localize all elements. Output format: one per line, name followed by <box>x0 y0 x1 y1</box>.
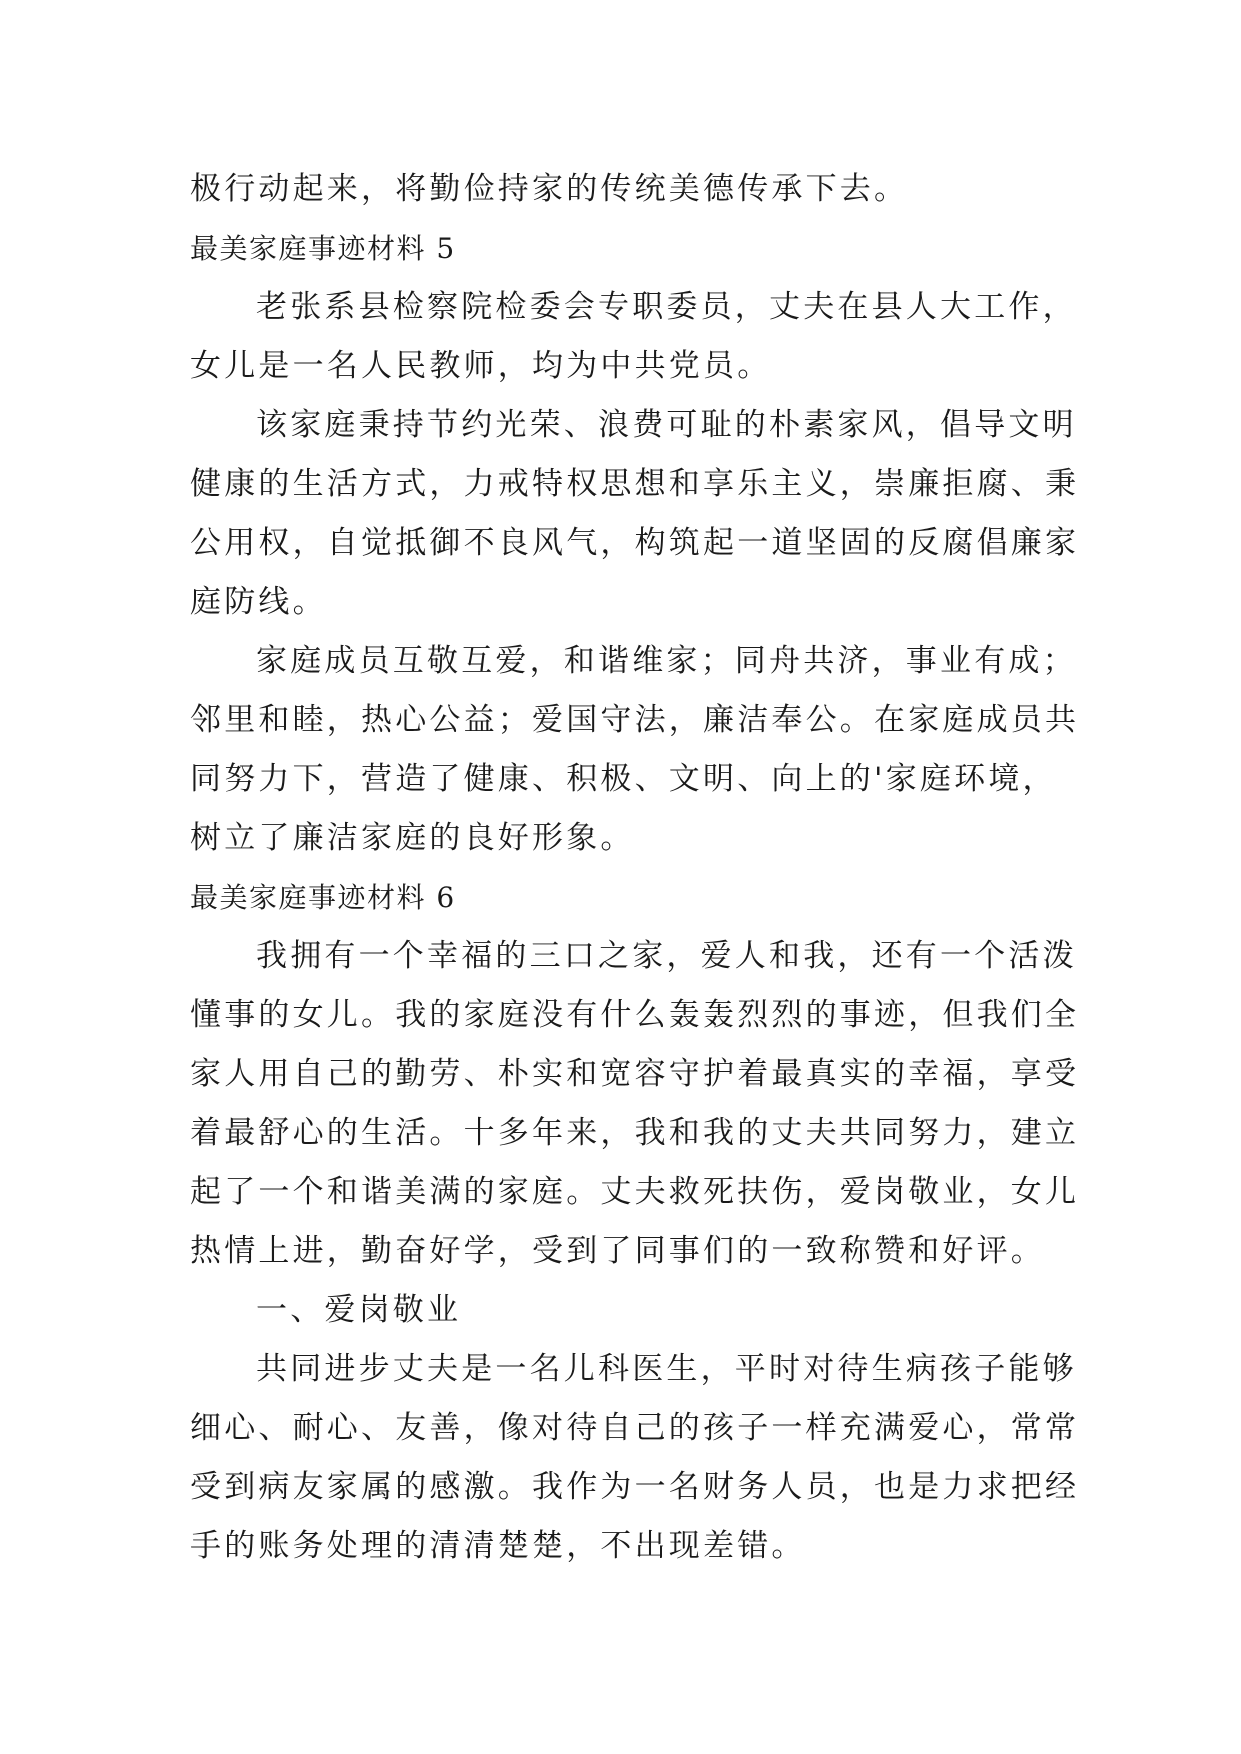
paragraph-line: 庭防线。 <box>190 584 327 620</box>
paragraph-line: 该家庭秉持节约光荣、浪费可耻的朴素家风，倡导文明 <box>256 407 1077 443</box>
section-heading: 最美家庭事迹材料 6 <box>190 881 456 914</box>
paragraph-line: 共同进步丈夫是一名儿科医生，平时对待生病孩子能够 <box>256 1351 1077 1387</box>
paragraph-line: 邻里和睦，热心公益；爱国守法，廉洁奉公。在家庭成员共 <box>190 702 1080 738</box>
section-heading: 最美家庭事迹材料 5 <box>190 232 456 265</box>
paragraph-line: 手的账务处理的清清楚楚，不出现差错。 <box>190 1528 806 1564</box>
paragraph-line: 家人用自己的勤劳、朴实和宽容守护着最真实的幸福，享受 <box>190 1056 1080 1092</box>
paragraph-line: 着最舒心的生活。十多年来，我和我的丈夫共同努力，建立 <box>190 1115 1080 1151</box>
paragraph-line: 老张系县检察院检委会专职委员，丈夫在县人大工作， <box>256 289 1077 325</box>
document-page <box>190 160 1080 1576</box>
paragraph-line: 女儿是一名人民教师，均为中共党员。 <box>190 348 772 384</box>
paragraph-line: 起了一个和谐美满的家庭。丈夫救死扶伤，爱岗敬业，女儿 <box>190 1174 1080 1210</box>
paragraph-line: 公用权，自觉抵御不良风气，构筑起一道坚固的反腐倡廉家 <box>190 525 1080 561</box>
paragraph-line: 极行动起来，将勤俭持家的传统美德传承下去。 <box>190 171 909 207</box>
paragraph-line: 热情上进，勤奋好学，受到了同事们的一致称赞和好评。 <box>190 1233 1045 1269</box>
paragraph-line: 树立了廉洁家庭的良好形象。 <box>190 820 635 856</box>
paragraph-line: 家庭成员互敬互爱，和谐维家；同舟共济，事业有成； <box>256 643 1077 679</box>
subsection-heading: 一、爱岗敬业 <box>256 1292 462 1328</box>
paragraph-line: 受到病友家属的感激。我作为一名财务人员，也是力求把经 <box>190 1469 1080 1505</box>
paragraph-line: 细心、耐心、友善，像对待自己的孩子一样充满爱心，常常 <box>190 1410 1080 1446</box>
paragraph-line: 懂事的女儿。我的家庭没有什么轰轰烈烈的事迹，但我们全 <box>190 997 1080 1033</box>
paragraph-line: 同努力下，营造了健康、积极、文明、向上的'家庭环境， <box>190 761 1057 797</box>
paragraph-line: 健康的生活方式，力戒特权思想和享乐主义，崇廉拒腐、秉 <box>190 466 1080 502</box>
paragraph-line: 我拥有一个幸福的三口之家，爱人和我，还有一个活泼 <box>256 938 1077 974</box>
